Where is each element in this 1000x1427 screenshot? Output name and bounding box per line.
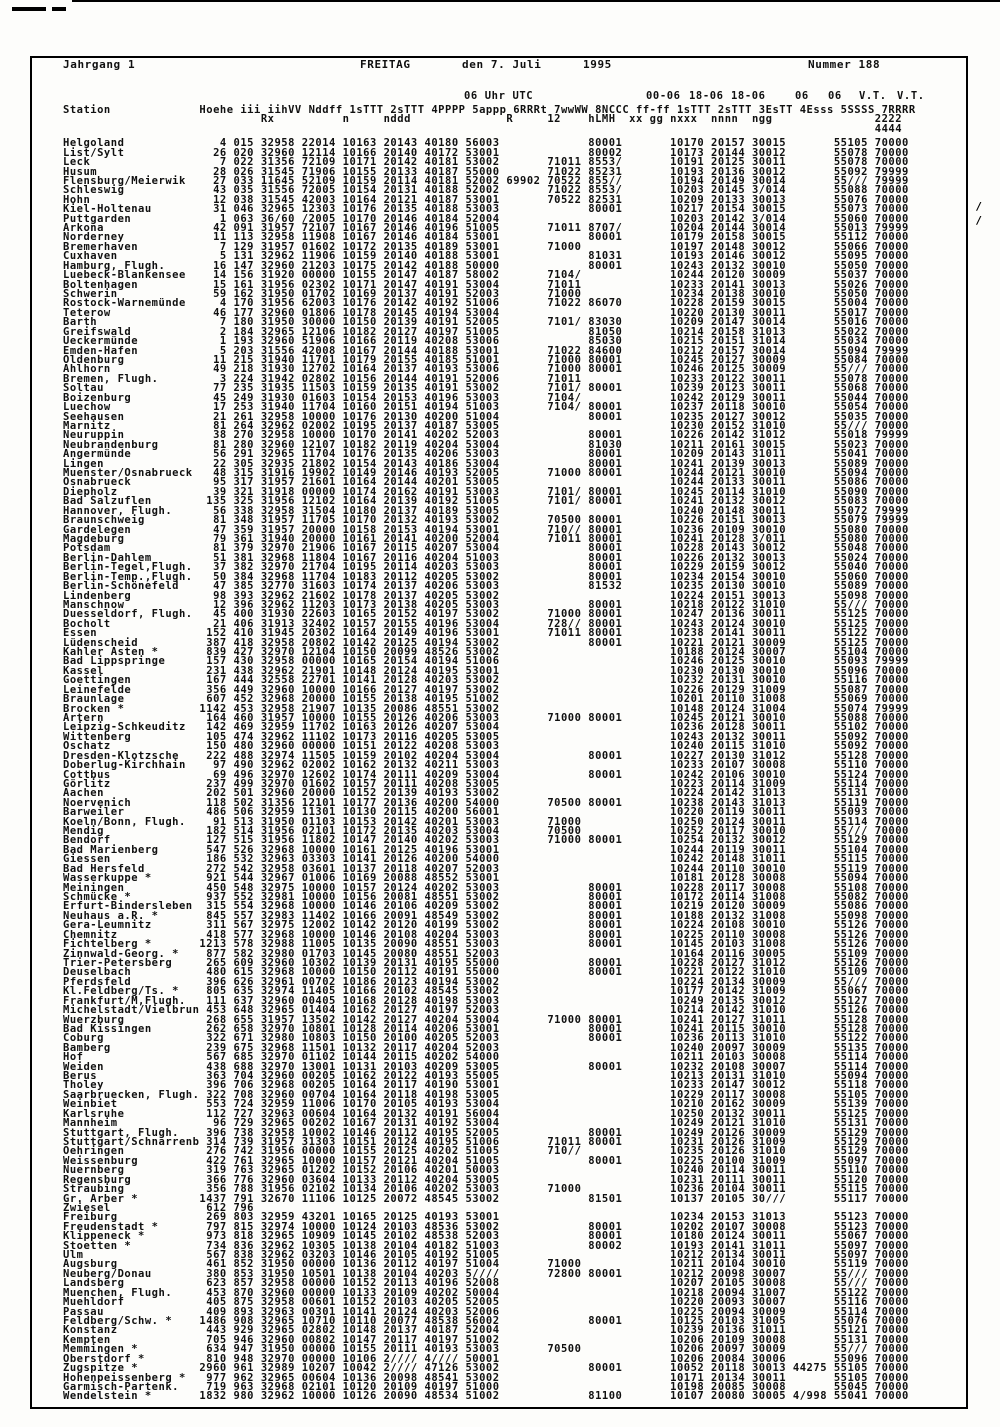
- station-table-row: Oberstdorf * 810 948 32970 00000 10106 2//// 4//// 50001 10206 20084 30006 55096 70000: [63, 1352, 909, 1365]
- station-table-row: Luechow 17 253 31940 11704 10160 20151 40194 51003 7104/ 80001 10237 20118 30010 55054 70000: [63, 401, 909, 414]
- station-table-row: Brocken * 1142 453 32958 21907 10135 20086 48551 53002 10148 20124 31004 55074 79999: [63, 702, 909, 715]
- station-table-row: Görlitz 237 499 32970 01602 10157 20111 40208 53005 10223 20114 31009 55114 70000: [63, 777, 909, 790]
- table-subheader-line: Rx n nddd R 12 hLMH xx gg nxxx nnnn ngg 2222: [63, 113, 909, 126]
- station-table-row: Fichtelberg * 1213 578 32988 11005 10135 20090 48551 53003 80001 10145 20103 31008 55126 70000: [63, 938, 909, 951]
- station-table-row: Hannover, Flugh. 56 338 32958 31504 10180 20137 40189 53005 10240 20148 30011 55072 79999: [63, 504, 909, 517]
- station-table-row: Emden-Hafen 5 203 31556 42008 10167 20144 40188 53001 71022 84600 10212 20157 30014 55094 79999: [63, 344, 909, 357]
- table-subheader-line: 4444: [63, 122, 909, 135]
- station-table-row: Berlin-Tegel,Flugh. 37 382 32970 21704 10195 20114 40203 53003 80001 10229 20159 30012 55040 70000: [63, 561, 909, 574]
- station-table-row: Cuxhaven 5 131 32962 11906 10159 20140 40188 53001 81031 10193 20146 30012 55095 70000: [63, 250, 909, 263]
- station-table-row: Klippeneck * 973 818 32965 10909 10145 20102 48538 52003 80001 10180 20124 30011 55067 70000: [63, 1230, 909, 1243]
- station-table-row: Norderney 11 113 32958 11908 10167 20146 40184 53001 80001 10179 20158 30015 55112 70000: [63, 231, 909, 244]
- station-table-row: Schleswig 43 035 31556 72005 10154 20131 40188 52002 71022 8553/ 10203 20145 3/014 55088 70000: [63, 184, 909, 197]
- station-table-row: Potsdam 81 379 32970 21906 10167 20115 40207 53004 80001 10228 20143 30012 55048 70000: [63, 542, 909, 555]
- station-table-row: Koeln/Bonn, Flugh. 91 513 31950 01103 10153 20142 40201 53003 71000 10250 20124 30011 55114 70000: [63, 815, 909, 828]
- period-label-3: 18-06: [731, 90, 766, 102]
- station-table-row: Osnabrueck 95 317 31957 21601 10164 20144 40201 53005 10244 20133 30011 55086 70000: [63, 476, 909, 489]
- station-table-row: Wendelstein * 1832 980 32962 10000 10126 20090 48534 51002 81100 10107 20080 30005 4/998 55041 70000: [63, 1390, 909, 1403]
- station-table-row: Hohn 12 038 31545 42003 10164 20121 40187 53001 70522 82531 10209 20133 30013 55076 70000: [63, 193, 909, 206]
- station-table-row: Barth 7 180 31950 30000 10150 20139 40191 52005 7101/ 83030 10209 20147 30014 55016 70000: [63, 316, 909, 329]
- station-table-row: Bad Lippspringe 157 430 32958 00000 10165 20154 40194 51006 10246 20125 30010 55093 79999: [63, 655, 909, 668]
- station-table-row: Oldenburg 11 215 31940 11701 10179 20155 40185 51001 71000 80001 10245 20127 30009 55084 70000: [63, 353, 909, 366]
- station-table-row: Trier-Petersberg 265 609 32960 10302 10139 20131 40195 55000 80001 10228 20127 31012 55126 70000: [63, 956, 909, 969]
- scan-artifact-dash: [12, 7, 46, 11]
- station-table-row: Zugspitze * 2960 961 32989 10207 10042 2//// 47126 53002 80001 10052 20118 30013 44275 55105 70000: [63, 1362, 909, 1375]
- station-table-row: Neubrandenburg 81 280 32960 12107 10182 20119 40204 53004 81030 10211 20161 30015 55023 70000: [63, 438, 909, 451]
- station-table-row: Wuerzburg 268 655 31957 13502 10142 20127 40204 53004 71000 80001 10241 20127 31011 55128 70000: [63, 1013, 909, 1026]
- station-table-row: Marnitz 81 264 32962 02002 10195 20137 40187 53005 10230 20152 31010 55/// 70000: [63, 419, 909, 432]
- station-table-row: Zinnwald-Georg. * 877 582 32980 01703 10145 20080 48551 52003 10164 20116 30005 55109 70000: [63, 947, 909, 960]
- station-table-row: Weiden 438 688 32970 13001 10131 20103 40209 53005 80001 10232 20108 30007 55114 70000: [63, 1060, 909, 1073]
- station-table-row: Oehringen 276 742 31956 00000 10155 20125 40202 51005 710// 10235 20126 31010 55129 70000: [63, 1145, 909, 1158]
- station-table-row: Kempten 705 946 32960 00802 10147 20117 40197 51002 10206 20109 30008 55131 70000: [63, 1333, 909, 1346]
- station-table-row: Freiburg 269 803 32959 43201 10165 20125 40193 53001 10234 20153 31013 55123 70000: [63, 1211, 909, 1224]
- station-table-row: Bad Kissingen 262 658 32970 10801 10128 20114 40206 53001 80001 10241 20115 30010 55128 70000: [63, 1022, 909, 1035]
- station-table-row: Artern 164 460 31957 10000 10155 20126 40206 53003 71000 80001 10245 20121 30010 55088 70000: [63, 712, 909, 724]
- station-table-row: Braunschweig 81 348 31957 11705 10170 20132 40193 53002 70500 80001 10226 20151 30013 55079 79999: [63, 514, 909, 527]
- scan-artifact-dash: [52, 7, 66, 11]
- station-table-row: Hof 567 685 32970 01102 10144 20115 40202 54000 10211 20103 30008 55114 70000: [63, 1051, 909, 1064]
- station-table-row: Feldberg/Schw. * 1486 908 32965 10710 10110 20077 48538 56002 80001 10125 20103 31005 55076 70000: [63, 1315, 909, 1327]
- station-table-row: Lindenberg 98 393 32962 21602 10178 20137 40205 53002 10224 20151 30013 55098 70000: [63, 589, 909, 602]
- station-table-row: Meiningen 450 548 32975 10000 10157 20124 40202 53003 80001 10228 20117 30008 55108 70000: [63, 881, 909, 894]
- station-table-row: Bremen, Flugh. 3 224 31942 02802 10156 20144 40191 52006 71011 10233 20122 30011 55078 70000: [63, 372, 909, 385]
- station-table-row: Barweiler 486 506 32959 11301 10130 20115 40200 56001 10220 20119 30011 55093 70000: [63, 806, 909, 819]
- scan-artifact-top-line: [72, 0, 1000, 2]
- masthead-date: den 7. Juli: [462, 58, 542, 71]
- station-table-row: Boizenburg 45 249 31930 01603 10154 20153 40196 53003 7104/ 10242 20129 30011 55044 70000: [63, 391, 909, 404]
- station-table-row: Kiel-Holtenau 31 046 32965 12303 10176 20135 40188 53003 80001 10217 20154 30015 55073 70000: [63, 203, 909, 216]
- station-table-row: Flensburg/Meierwik 27 033 11645 52109 10159 20114 40181 52002 69902 70522 855// 10194 20149 30014 55/// 79999: [63, 174, 909, 187]
- station-table-row: Leck 7 022 31356 72109 10171 20142 40181 53002 71011 8553/ 10191 20125 30011 55078 70000: [63, 156, 909, 169]
- station-table-row: Magdeburg 79 361 31940 20000 10161 20141 40200 52004 71011 80001 10241 20128 3/011 55080 70000: [63, 532, 909, 545]
- station-table-row: Landsberg 623 857 32958 00000 10152 20113 40196 52008 10207 20105 30008 55/// 70000: [63, 1277, 909, 1290]
- station-data-table: [63, 106, 916, 1402]
- station-table-row: Angermünde 56 291 32965 11704 10176 20135 40206 53003 80001 10209 20143 31011 55041 70000: [63, 448, 909, 461]
- station-table-row: Memmingen * 634 947 31950 00000 10155 20111 40193 53003 70500 10206 20097 30009 55/// 70000: [63, 1343, 909, 1356]
- station-table-row: Aachen 202 501 32960 20000 10152 20139 40193 53002 10224 20142 31013 55131 70000: [63, 787, 909, 800]
- station-table-row: Berlin-Temp.,Flugh. 50 384 32968 11704 10183 20112 40205 53002 80001 10234 20154 30010 55060 70000: [63, 570, 909, 583]
- station-table-row: Greifswald 2 184 32965 12106 10182 20127 40197 51005 81050 10214 20158 31013 55022 70000: [63, 325, 909, 338]
- station-table-row: Weinbiet 553 724 32959 11006 10170 20105 40193 53004 10210 20162 30009 55139 70000: [63, 1098, 909, 1111]
- station-table-row: Berlin-Schönefeld 47 385 32770 31603 10174 20137 40206 53003 81532 10235 20130 30010 55089 70000: [63, 580, 909, 593]
- station-table-row: Freudenstadt * 797 815 32974 10000 10124 20103 48536 53002 80001 10202 20107 30008 55123 70000: [63, 1220, 909, 1233]
- station-table-row: List/Sylt 26 020 32960 12114 10166 20140 40172 53001 80002 10173 20144 30012 55078 70000: [63, 146, 909, 159]
- station-table-row: Michelstadt/Vielbrun 453 648 32965 01404 10162 20127 40197 52003 10214 20142 31010 55126 70000: [63, 1004, 909, 1017]
- station-table-row: Chemnitz 418 577 32968 10000 10146 20108 40204 53003 80001 10225 20110 30008 55126 70000: [63, 928, 909, 941]
- station-table-row: Noervenich 118 502 31356 12101 10177 20136 40200 54000 70500 80001 10238 20143 31013 55119 70000: [63, 796, 909, 809]
- station-table-row: Duesseldorf, Flugh. 45 400 31930 22603 10165 20152 40197 53002 71000 80001 10247 20136 30011 55125 70000: [63, 608, 909, 621]
- station-table-row: Neuberg/Donau 380 853 31950 10501 10138 20104 40203 5//// 72800 80001 10212 20098 30007 55/// 70000: [63, 1267, 909, 1280]
- station-table-row: Wasserkuppe * 921 544 32967 01006 10169 20088 48552 53001 10181 20128 30008 55094 70000: [63, 872, 909, 885]
- station-table-row: Seehausen 21 261 32958 10000 10176 20130 40200 51004 80001 10235 20127 30012 55035 70000: [63, 410, 909, 423]
- station-table-row: Dresden-Klotzsche 222 488 32974 11505 10159 20102 40204 53004 80001 10227 20130 31012 55128 70000: [63, 749, 909, 762]
- station-table-row: Bremerhaven 7 129 31957 01602 10172 20135 40189 53001 71000 10197 20148 30012 55066 70000: [63, 240, 909, 253]
- station-table-row: Bendorf 127 515 31956 11802 10147 20140 40202 53003 71000 80001 10254 20132 30012 55129 70000: [63, 834, 909, 847]
- period-label-1: 00-06: [646, 90, 681, 102]
- station-table-row: Gardelegen 47 359 31957 20000 10158 20153 40194 53001 710// 80001 10236 20109 30010 55080 70000: [63, 523, 909, 536]
- station-table-row: Ueckermünde 1 193 32960 51906 10166 20119 40208 53006 85030 10215 20151 31014 55034 70000: [63, 335, 909, 348]
- station-table-row: Bad Marienberg 547 526 32968 10000 10161 20125 40196 53001 10244 20119 30011 55104 70000: [63, 843, 909, 856]
- station-table-row: Stuttgart, Flugh. 396 738 32958 10002 10146 20112 40195 52005 80001 10249 20126 30009 55129 70000: [63, 1126, 909, 1139]
- hour-label-2: 06: [828, 90, 842, 102]
- station-table-row: Tholey 396 706 32968 00205 10164 20117 40190 53001 10233 20147 30012 55118 70000: [63, 1079, 909, 1092]
- station-table-row: Stoetten * 734 836 32962 10305 10138 20104 40182 51003 80002 10193 20141 31011 55097 70000: [63, 1239, 909, 1252]
- masthead-volume: Jahrgang 1: [63, 58, 136, 71]
- station-table-row: Diepholz 39 321 31918 00000 10174 20162 40191 53003 7101/ 80001 10245 20114 31010 55090 70000: [63, 485, 909, 498]
- station-table-row: Braunlage 607 452 32968 20000 10155 20138 40195 51002 10201 20110 31008 55069 70000: [63, 693, 909, 706]
- station-table-row: Doberlug-Kirchhain 97 490 32962 02002 10162 20132 40211 53003 10233 20107 30008 55110 70000: [63, 759, 909, 772]
- station-table-row: Leinefelde 356 449 32960 10000 10166 20127 40197 53002 10226 20129 31009 55087 70000: [63, 683, 909, 696]
- station-table-row: Regensburg 366 776 32960 03604 10133 20112 40204 53005 10231 20111 30011 55120 70000: [63, 1173, 909, 1186]
- station-table-row: Hohenpeissenberg * 977 962 32965 00604 10136 20098 48541 53002 10171 20134 30011 55105 70000: [63, 1371, 909, 1384]
- masthead-year: 1995: [583, 58, 612, 71]
- station-table-row: Bocholt 21 406 31913 32402 10157 20155 40196 53004 728// 80001 10243 20124 30010 55125 70000: [63, 617, 909, 630]
- vt-label-1: V.T.: [859, 90, 887, 102]
- table-header-line: Station Hoehe iii iihVV Nddff 1sTTT 2sTTT 4PPPP 5appp 6RRRt 7wwWW 8NCCC ff-ff 1sTTT 2sTTT 3EsTT 4Esss 5SSSS 7RRRR: [63, 104, 916, 116]
- station-table-row: Kassel 231 438 32962 21901 10148 20124 40195 53001 10230 20130 30010 55096 70000: [63, 664, 909, 677]
- station-table-row: Muenchen, Flugh. 453 870 32960 00000 10133 20109 40202 50004 10218 20094 31007 55122 70000: [63, 1286, 909, 1299]
- station-table-row: Cottbus 69 496 32970 12602 10174 20111 40209 53004 80001 10242 20106 30010 55124 70000: [63, 768, 909, 781]
- station-table-row: Teterow 46 177 32960 01806 10178 20145 40194 53004 10220 20130 30011 55017 70000: [63, 306, 909, 319]
- station-table-row: Augsburg 461 852 31950 00000 10136 20112 40197 51004 71000 10211 20104 30010 55119 70000: [63, 1258, 909, 1271]
- station-table-row: Oschatz 150 480 32960 00000 10151 20122 40208 53003 10240 20115 31010 55092 70000: [63, 740, 909, 753]
- station-table-row: Berlin-Dahlem 51 381 32968 11804 10167 20116 40204 51003 80001 10226 20132 30013 55024 70000: [63, 551, 909, 564]
- period-label-2: 18-06: [689, 90, 724, 102]
- station-table-row: Deuselbach 480 615 32968 10000 10150 20112 40191 55000 80001 10221 20122 31010 55109 70000: [63, 966, 909, 979]
- station-table-row: Ahlhorn 49 218 31930 12702 10164 20137 40193 53006 71000 80001 10246 20125 30009 55/// 70000: [63, 363, 909, 376]
- station-table-row: Neuruppin 38 270 32958 10000 10170 20141 40202 52003 80001 10226 20142 31012 55018 79999: [63, 429, 909, 442]
- station-table-row: Garmisch-Partenk. 719 963 32968 02101 10120 20109 40197 51000 10198 20085 30008 55045 70000: [63, 1380, 909, 1393]
- station-table-row: Saarbruecken, Flugh. 322 708 32960 00704 10164 20118 40198 53005 10229 20117 30008 55105 70000: [63, 1088, 909, 1101]
- station-table-row: Bad Salzuflen 135 325 31956 12102 10164 20139 40192 51005 7101/ 80001 10241 20132 30012 55083 70000: [63, 495, 909, 508]
- station-table-row: Luebeck-Blankensee 14 156 31920 00000 10155 20147 40187 58002 7104/ 10244 20120 30009 55037 70000: [63, 269, 909, 282]
- station-table-row: Gera-Leumnitz 311 567 32975 12002 10142 20120 40199 53002 80001 10224 20108 30010 55126 70000: [63, 919, 909, 932]
- station-table-row: Schwerin 59 162 31950 01702 10169 20137 40191 52003 71000 10234 20138 30010 55050 70000: [63, 288, 909, 301]
- station-table-row: Frankfurt/M,Flugh. 111 637 32960 00405 10168 20128 40198 53003 10249 20135 30012 55127 70000: [63, 994, 909, 1007]
- station-table-row: Essen 152 410 31945 20302 10164 20149 40196 53001 71011 80001 10238 20141 30011 55122 70000: [63, 627, 909, 640]
- scan-artifact-slash: /: [975, 214, 982, 227]
- station-table-row: Zwiesel 612 796: [63, 1201, 909, 1214]
- station-table-row: Nuernberg 319 763 32965 01202 10152 20106 40201 50003 10240 20114 30011 55110 70000: [63, 1164, 909, 1177]
- masthead-weekday: FREITAG: [360, 58, 411, 71]
- station-table-row: Konstanz 443 929 32965 02802 10148 20137 40187 52004 10239 20136 31011 55121 70000: [63, 1324, 909, 1337]
- station-table-row: Kl.Feldberg/Ts. * 805 635 32974 11405 10166 20102 48545 53002 10177 20142 31009 55067 70000: [63, 985, 909, 998]
- station-table-row: Giessen 186 532 32963 03303 10141 20126 40200 54000 10242 20148 31011 55115 70000: [63, 853, 909, 866]
- station-table-row: Muehldorf 405 875 32958 00601 10152 20103 40205 52005 10220 20093 30007 55116 70000: [63, 1296, 909, 1309]
- station-table-row: Pferdsfeld 396 626 32961 00702 10186 20123 40194 53002 10224 20134 30009 55/// 70000: [63, 975, 909, 988]
- station-table-row: Muenster/Osnabrueck 48 315 31916 19902 10149 20146 40193 52005 71000 80001 10244 20121 30010 55094 70000: [63, 467, 909, 480]
- station-table-row: Soltau 77 235 31935 11503 10159 20135 40191 53002 7101/ 80001 10239 20123 30011 55068 70000: [63, 382, 909, 395]
- station-table-row: Stuttgart/Schnarrenb 314 739 31957 31303 10151 20124 40195 51006 71011 80001 10231 20126 31009 55129 70000: [63, 1135, 909, 1148]
- scan-artifact-slash: /: [975, 200, 982, 213]
- utc-time-label: 06 Uhr UTC: [464, 90, 534, 102]
- station-table-row: Erfurt-Bindersleben 315 554 32968 10000 10146 20106 40209 53002 80001 10219 20120 30009 55086 70000: [63, 900, 909, 913]
- station-table-row: Rostock-Warnemünde 4 170 31956 62003 10176 20142 40192 51006 71022 86070 10228 20159 30015 55004 70000: [63, 297, 909, 310]
- station-table-row: Berus 363 704 32960 00205 10162 20122 40193 55005 10213 20131 31010 55094 70000: [63, 1070, 909, 1083]
- hour-label-1: 06: [795, 90, 809, 102]
- station-table-row: Ulm 567 838 32962 03203 10146 20105 40192 51005 10212 20134 30011 55097 70000: [63, 1249, 909, 1262]
- station-table-row: Passau 409 893 32963 00301 10141 20124 40203 52006 10225 20094 30009 55114 70000: [63, 1305, 909, 1318]
- station-table-row: Straubing 356 788 31956 02102 10134 20106 40202 53003 71000 10236 20104 30011 55115 70000: [63, 1183, 909, 1196]
- station-table-row: Mendig 182 514 31956 02101 10172 20135 40203 53004 70500 10252 20117 30010 55/// 70000: [63, 825, 909, 838]
- station-table-row: Helgoland 4 015 32958 22014 10163 20143 40180 56003 80001 10170 20157 30015 55105 70000: [63, 137, 909, 150]
- station-table-row: Gr. Arber * 1437 791 32670 11106 10125 20072 48545 53002 81501 10137 20105 30/// 55117 70000: [63, 1192, 909, 1205]
- station-table-row: Karlsruhe 112 727 32963 00604 10164 20132 40191 56004 10250 20132 30011 55125 70000: [63, 1107, 909, 1120]
- station-table-row: Kahler Asten * 839 427 32970 12104 10150 20099 48526 53002 10188 20124 30007 55104 70000: [63, 646, 909, 659]
- station-table-row: Schmücke * 937 552 32981 10000 10156 20081 48551 53002 80001 10172 20114 31008 55082 70000: [63, 891, 909, 904]
- masthead-issue: Nummer 188: [808, 58, 881, 71]
- station-table-row: Bad Hersfeld 272 542 32958 03601 10137 20118 40207 52003 10244 20110 30010 55119 70000: [63, 862, 909, 875]
- vt-label-2: V.T.: [897, 90, 925, 102]
- station-table-row: Manschnow 12 396 32962 11203 10173 20138 40205 53003 80001 10218 20122 31010 55/// 70000: [63, 598, 909, 611]
- station-table-row: Coburg 322 671 32980 10803 10150 20100 40205 52003 80001 10236 20113 31010 55122 70000: [63, 1032, 909, 1045]
- station-table-row: Lingen 22 305 32935 21802 10154 20143 40186 53004 80001 10241 20139 30013 55089 70000: [63, 457, 909, 470]
- station-table-row: Husum 28 026 31545 71906 10155 20133 40187 55000 71022 85231 10193 20136 30012 55092 79999: [63, 165, 909, 178]
- station-table-row: Puttgarden 1 063 36/60 /2005 10170 20146 40184 52004 10203 20142 3/014 55060 70000: [63, 212, 909, 225]
- station-table-row: Weissenburg 422 761 32965 10000 10157 20121 40204 51005 80001 10225 20100 31009 55097 70000: [63, 1154, 909, 1167]
- station-table-row: Leipzig-Schkeuditz 142 469 32959 11702 10163 20126 40207 53004 10236 20128 30011 55102 70000: [63, 721, 909, 734]
- station-table-row: Neuhaus a.R. * 845 557 32983 11402 10166 20091 48549 53002 80001 10188 20132 31008 55098 70000: [63, 909, 909, 922]
- station-table-row: Boltenhagen 15 161 31956 02302 10171 20147 40191 53004 71011 10233 20141 30013 55026 70000: [63, 278, 909, 291]
- station-table-row: Arkona 42 091 31957 72107 10167 20146 40196 51005 71011 8707/ 10204 20144 30014 55013 79999: [63, 222, 909, 235]
- station-table-row: Bamberg 239 675 32968 11501 10132 20117 40204 52003 10240 20097 30009 55135 70000: [63, 1041, 909, 1054]
- station-table-row: Hamburg, Flugh. 16 147 32960 21203 10175 20142 40188 50000 80001 10243 20132 30010 55050 70000: [63, 259, 909, 272]
- station-table-row: Mannheim 96 729 32965 00202 10167 20131 40192 53004 10249 20121 31010 55131 70000: [63, 1117, 909, 1130]
- station-table-row: Goettingen 167 444 32558 22701 10141 20128 40203 53002 10232 20131 30010 55116 70000: [63, 674, 909, 687]
- station-table-row: Lüdenscheid 387 418 32958 20802 10142 20125 40194 53002 80001 10221 20121 30009 55125 70000: [63, 636, 909, 649]
- station-table-row: Wittenberg 105 474 32962 11102 10173 20116 40205 53005 10243 20132 30011 55092 70000: [63, 730, 909, 743]
